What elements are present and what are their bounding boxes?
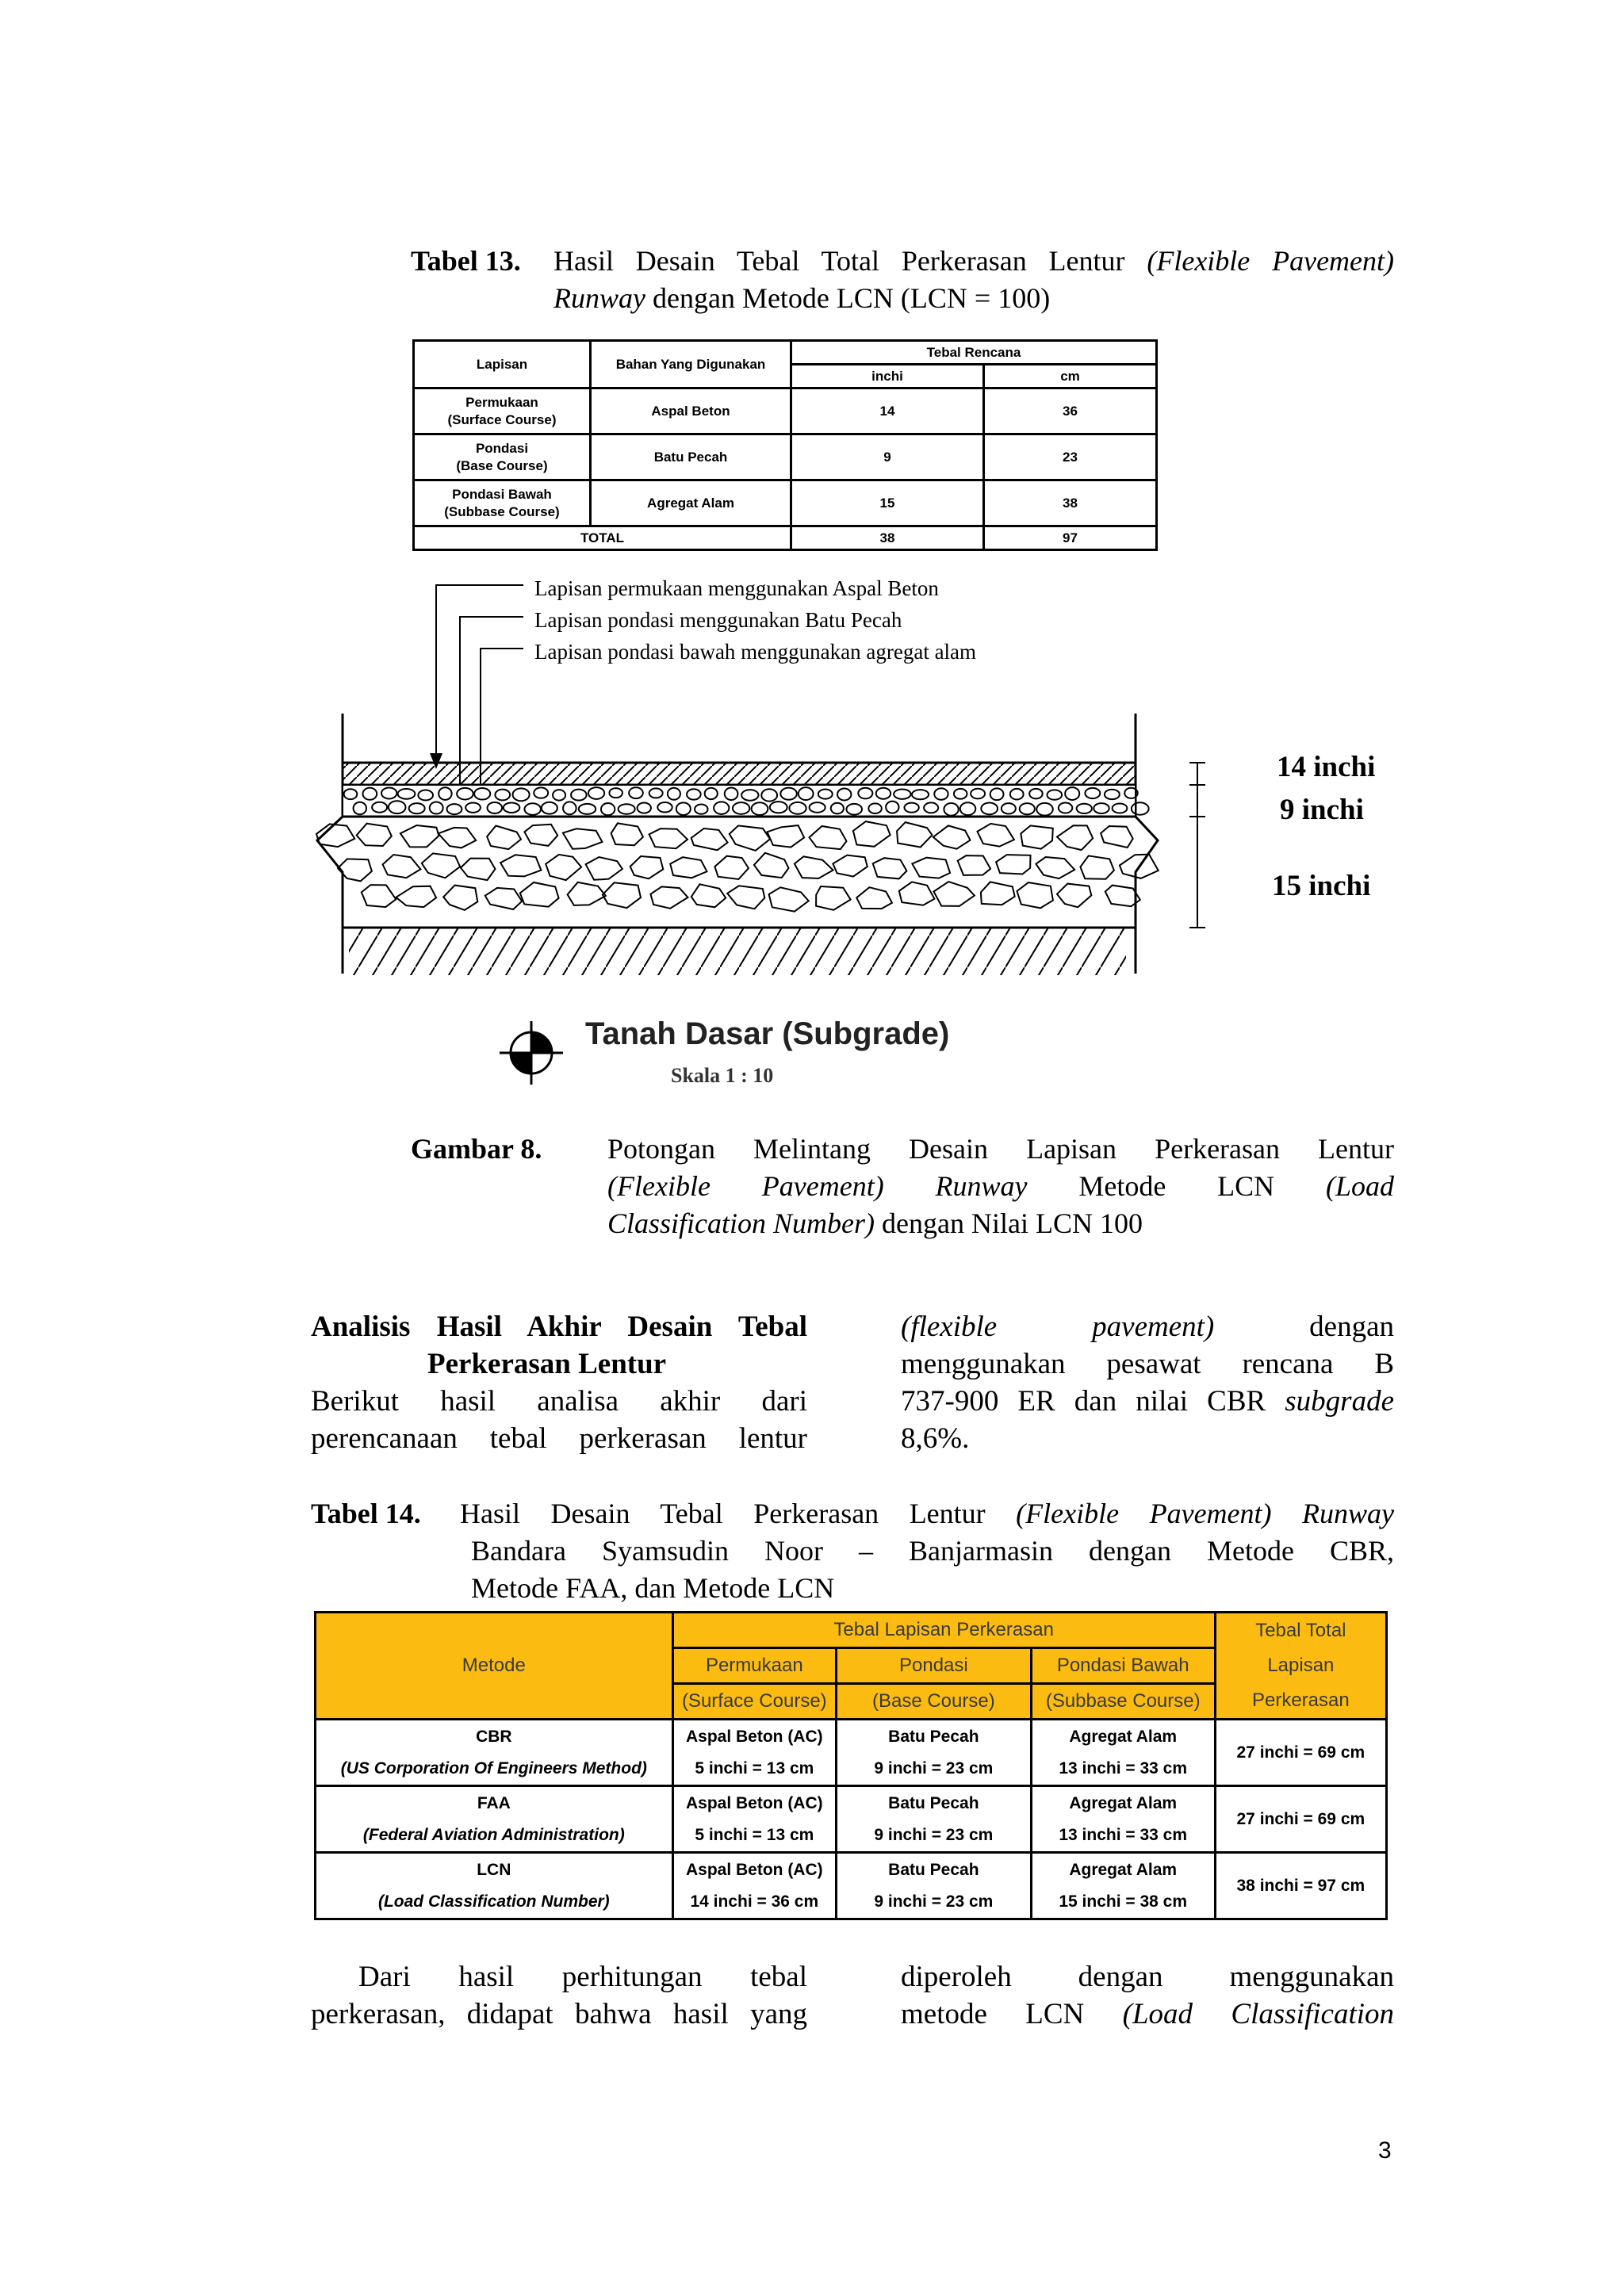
layer-name: Pondasi bbox=[475, 440, 529, 456]
scale-label: Skala 1 : 10 bbox=[671, 1064, 774, 1087]
paragraph-word: diperoleh bbox=[901, 1961, 1012, 1993]
table14-header-total: Tebal Total bbox=[1255, 1620, 1346, 1641]
table14-label: Tabel 14. bbox=[311, 1498, 421, 1529]
cm-value: 23 bbox=[984, 434, 1157, 480]
table14-header-subbase: Pondasi Bawah bbox=[1031, 1648, 1215, 1684]
table14-header-layers: Tebal Lapisan Perkerasan bbox=[672, 1613, 1215, 1648]
total-cm: 97 bbox=[984, 526, 1157, 550]
table13-header-inch: inchi bbox=[791, 365, 984, 388]
material: Agregat Alam bbox=[591, 480, 791, 526]
table13-header-material: Bahan Yang Digunakan bbox=[591, 341, 791, 388]
inch-value: 14 bbox=[791, 388, 984, 434]
surface-value: 14 inchi = 36 cm bbox=[690, 1892, 819, 1911]
paragraph-word: perhitungan bbox=[561, 1961, 703, 1993]
closing-right-column bbox=[901, 1958, 1394, 2033]
table13-label: Tabel 13. bbox=[411, 245, 521, 277]
paragraph-text: 737-900 ER dan nilai CBR bbox=[901, 1385, 1266, 1418]
dim-base-label: 9 inchi bbox=[1280, 794, 1364, 826]
figure8-legend bbox=[534, 572, 976, 668]
layer-name: Permukaan bbox=[465, 394, 538, 410]
paragraph-italic: (Load Classification bbox=[1122, 1998, 1395, 2030]
paragraph-word: pavement) bbox=[1092, 1311, 1215, 1343]
subbase-value: 13 inchi = 33 cm bbox=[1059, 1825, 1188, 1844]
subbase-course-layer bbox=[317, 817, 1158, 928]
table13-caption-runway: Runway bbox=[553, 282, 645, 314]
total-value: 38 inchi = 97 cm bbox=[1215, 1853, 1386, 1919]
paragraph-word: dengan bbox=[1078, 1961, 1163, 1993]
surface-material: Aspal Beton (AC) bbox=[685, 1727, 823, 1746]
closing-left-column bbox=[311, 1958, 807, 2033]
caption-word: (Load bbox=[1326, 1170, 1395, 1202]
table-row bbox=[316, 1786, 1387, 1853]
layer-sub: (Base Course) bbox=[456, 457, 548, 473]
table14-header-total-2: Lapisan bbox=[1267, 1655, 1335, 1676]
paragraph-word: hasil bbox=[458, 1961, 515, 1993]
paragraph-italic: subgrade bbox=[1285, 1385, 1394, 1418]
table13-header-cm: cm bbox=[984, 365, 1157, 388]
figure8-caption-italic: Classification Number) bbox=[607, 1207, 875, 1239]
figure8-caption-end: dengan Nilai LCN 100 bbox=[882, 1207, 1143, 1239]
subgrade-symbol-icon bbox=[500, 1021, 563, 1085]
total-inch: 38 bbox=[791, 526, 984, 550]
caption-word: Metode bbox=[1078, 1170, 1166, 1202]
paragraph-text: metode LCN bbox=[901, 1998, 1085, 2030]
method-name: FAA bbox=[477, 1793, 511, 1812]
surface-material: Aspal Beton (AC) bbox=[685, 1860, 823, 1879]
table-row bbox=[316, 1853, 1387, 1919]
surface-course-layer bbox=[343, 763, 1136, 785]
surface-value: 5 inchi = 13 cm bbox=[695, 1825, 814, 1844]
paragraph-line: perencanaan tebal perkerasan lentur bbox=[311, 1422, 807, 1455]
inch-value: 9 bbox=[791, 434, 984, 480]
inch-value: 15 bbox=[791, 480, 984, 526]
method-name: CBR bbox=[476, 1727, 512, 1746]
table14-header-subbase-sub: (Subbase Course) bbox=[1031, 1684, 1215, 1720]
cm-value: 38 bbox=[984, 480, 1157, 526]
dim-subbase-label: 15 inchi bbox=[1272, 870, 1371, 902]
layer-sub: (Subbase Course) bbox=[444, 503, 560, 519]
table-row bbox=[414, 388, 1157, 434]
base-material: Batu Pecah bbox=[888, 1860, 979, 1879]
base-value: 9 inchi = 23 cm bbox=[874, 1758, 994, 1777]
paragraph-word: menggunakan bbox=[1229, 1961, 1395, 1993]
caption-word: Runway bbox=[935, 1170, 1028, 1202]
table13-caption-text: Hasil Desain Tebal Total Perkerasan Lentur bbox=[553, 245, 1125, 277]
method-sub: (Load Classification Number) bbox=[377, 1892, 610, 1911]
section-heading-line2: Perkerasan Lentur bbox=[427, 1348, 667, 1380]
table13-caption-italic: (Flexible Pavement) bbox=[1147, 245, 1395, 277]
layer-name: Pondasi Bawah bbox=[452, 486, 552, 502]
table14 bbox=[314, 1611, 1388, 1920]
legend-item: Lapisan permukaan menggunakan Aspal Beton bbox=[534, 576, 939, 600]
material: Batu Pecah bbox=[591, 434, 791, 480]
dimension-lines bbox=[1189, 763, 1205, 928]
base-material: Batu Pecah bbox=[888, 1793, 979, 1812]
figure8-label: Gambar 8. bbox=[411, 1133, 542, 1165]
table13-header-thickness: Tebal Rencana bbox=[791, 341, 1157, 365]
subbase-material: Agregat Alam bbox=[1069, 1727, 1178, 1746]
table14-header-surface: Permukaan bbox=[672, 1648, 836, 1684]
section-heading-line1: Analisis Hasil Akhir Desain Tebal bbox=[311, 1311, 807, 1343]
surface-value: 5 inchi = 13 cm bbox=[695, 1758, 814, 1777]
paragraph-line: Berikut hasil analisa akhir dari bbox=[311, 1385, 807, 1418]
page-number: 3 bbox=[1378, 2137, 1392, 2164]
surface-material: Aspal Beton (AC) bbox=[685, 1793, 823, 1812]
table13 bbox=[412, 339, 1158, 551]
total-label: TOTAL bbox=[414, 526, 791, 550]
total-value: 27 inchi = 69 cm bbox=[1215, 1786, 1386, 1853]
subgrade-hatch bbox=[349, 928, 1126, 975]
table13-caption bbox=[411, 243, 1394, 317]
legend-item: Lapisan pondasi menggunakan Batu Pecah bbox=[534, 608, 902, 632]
table14-header-base: Pondasi bbox=[836, 1648, 1031, 1684]
table-row bbox=[414, 480, 1157, 526]
paragraph-word: (flexible bbox=[901, 1311, 998, 1343]
left-column bbox=[311, 1308, 807, 1457]
base-value: 9 inchi = 23 cm bbox=[874, 1892, 994, 1911]
method-sub: (US Corporation Of Engineers Method) bbox=[340, 1758, 647, 1777]
table13-caption-method: dengan Metode LCN (LCN = 100) bbox=[652, 282, 1051, 314]
table14-header-base-sub: (Base Course) bbox=[836, 1684, 1031, 1720]
table14-caption bbox=[311, 1495, 1394, 1607]
table14-caption-text: Hasil Desain Tebal Perkerasan Lentur bbox=[460, 1498, 986, 1529]
subbase-value: 13 inchi = 33 cm bbox=[1059, 1758, 1188, 1777]
material: Aspal Beton bbox=[591, 388, 791, 434]
subbase-material: Agregat Alam bbox=[1069, 1793, 1178, 1812]
table14-header-surface-sub: (Surface Course) bbox=[672, 1684, 836, 1720]
legend-item: Lapisan pondasi bawah menggunakan agregat alam bbox=[534, 640, 977, 664]
base-value: 9 inchi = 23 cm bbox=[874, 1825, 994, 1844]
layer-sub: (Surface Course) bbox=[447, 411, 557, 427]
subbase-material: Agregat Alam bbox=[1069, 1860, 1178, 1879]
paragraph-word: dengan bbox=[1309, 1311, 1395, 1343]
right-column bbox=[901, 1308, 1394, 1457]
paragraph-word: Dari bbox=[358, 1961, 411, 1993]
figure8-caption bbox=[411, 1131, 1394, 1242]
subbase-value: 15 inchi = 38 cm bbox=[1059, 1892, 1188, 1911]
dim-surface-label: 14 inchi bbox=[1277, 751, 1376, 783]
caption-word: LCN bbox=[1217, 1170, 1275, 1202]
paragraph-word: tebal bbox=[750, 1961, 808, 1993]
table14-caption-line2: Bandara Syamsudin Noor – Banjarmasin dengan Metode CBR, bbox=[471, 1535, 1394, 1567]
figure8-caption-line1: Potongan Melintang Desain Lapisan Perkerasan Lentur bbox=[607, 1133, 1394, 1165]
method-sub: (Federal Aviation Administration) bbox=[362, 1825, 625, 1844]
table-row bbox=[316, 1720, 1387, 1786]
table13-header-layer: Lapisan bbox=[414, 341, 591, 388]
subgrade-label: Tanah Dasar (Subgrade) bbox=[585, 1016, 950, 1051]
method-name: LCN bbox=[477, 1860, 511, 1879]
cm-value: 36 bbox=[984, 388, 1157, 434]
table14-header-total-3: Perkerasan bbox=[1251, 1689, 1350, 1711]
table-row bbox=[414, 434, 1157, 480]
table14-caption-italic: (Flexible Pavement) Runway bbox=[1016, 1498, 1394, 1529]
table14-header-method: Metode bbox=[316, 1613, 673, 1720]
table14-caption-line3: Metode FAA, dan Metode LCN bbox=[471, 1572, 835, 1604]
paragraph-line: perkerasan, didapat bahwa hasil yang bbox=[311, 1998, 807, 2030]
caption-word: (Flexible bbox=[607, 1170, 710, 1202]
total-value: 27 inchi = 69 cm bbox=[1215, 1720, 1386, 1786]
paragraph-line: menggunakan pesawat rencana B bbox=[901, 1348, 1394, 1380]
caption-word: Pavement) bbox=[761, 1170, 884, 1202]
base-material: Batu Pecah bbox=[888, 1727, 979, 1746]
table-total-row bbox=[414, 526, 1157, 550]
paragraph-line: 8,6%. bbox=[901, 1422, 970, 1455]
